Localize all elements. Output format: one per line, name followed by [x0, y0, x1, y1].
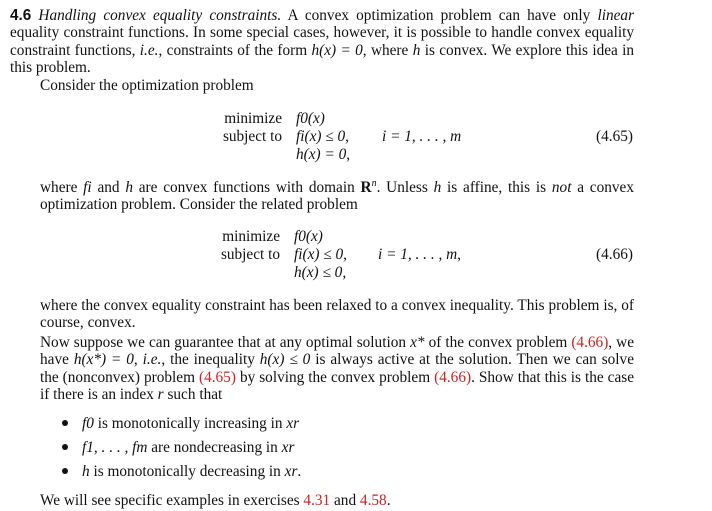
paragraph-claim: Now suppose we can guarantee that at any optimal solution x* of the convex problem (4.66), we have h(x*) = 0, i.e., the inequality h(x) ≤ 0 is always active at the solution. Then we can solve the (nonconvex) problem (4.65) by solving the convex problem (4.66). Show that this is the case if there is an index r such that [40, 334, 634, 404]
closing-line: We will see specific examples in exercises 4.31 and 4.58. [40, 492, 391, 509]
equation-number: (4.65) [596, 128, 633, 145]
problem-intro: 4.6 Handling convex equality constraints. A convex optimization problem can have only linear equality constraint functions. In some special cases, however, it is possible to handle convex equality constraint functions, i.e., constraints of the form h(x) = 0, where h is convex. We explore this idea in this problem. [10, 7, 635, 77]
list-item: f1, . . . , fm are nondecreasing in xr [40, 439, 640, 463]
ref-4-65[interactable]: (4.65) [198, 368, 236, 386]
ref-exercise-4-31[interactable]: 4.31 [303, 492, 331, 509]
equation-number: (4.66) [596, 246, 633, 263]
condition-list [40, 415, 640, 487]
bullet-icon [62, 468, 68, 474]
objective: f0(x) [294, 228, 323, 245]
relaxed-constraint: h(x) ≤ 0, [294, 264, 347, 281]
list-item: h is monotonically decreasing in xr. [40, 463, 640, 487]
bullet-icon [62, 444, 68, 450]
equality-constraint: h(x) = 0, [296, 146, 351, 163]
label-minimize: minimize [224, 110, 282, 127]
constraint-form: h(x) = 0 [311, 41, 363, 59]
paragraph-relaxed: where the convex equality constraint has been relaxed to a convex inequality. This problem is, of course, convex. [40, 297, 634, 332]
constraint-index: i = 1, . . . , m, [378, 246, 461, 263]
ref-4-66[interactable]: (4.66) [571, 334, 609, 351]
label-minimize: minimize [222, 228, 280, 245]
list-item: f0 is monotonically increasing in xr [40, 415, 640, 439]
problem-number: 4.6 [10, 7, 32, 24]
equation-4-65 [0, 110, 712, 164]
consider-line: Consider the optimization problem [40, 77, 254, 94]
bullet-icon [62, 420, 68, 426]
paragraph-domain: where fi and h are convex functions with domain $R^n$. Unless h is affine, this is not a convex optimization problem. Consider the related problem [40, 177, 634, 214]
equation-4-66 [0, 228, 712, 282]
label-subject-to: subject to [220, 246, 280, 263]
inequality-constraint: fi(x) ≤ 0, [294, 246, 347, 263]
label-subject-to: subject to [222, 128, 282, 145]
objective: f0(x) [296, 110, 325, 127]
constraint-index: i = 1, . . . , m [382, 128, 462, 145]
problem-title: Handling convex equality constraints. [38, 7, 282, 24]
ref-4-66[interactable]: (4.66) [434, 368, 472, 386]
ref-exercise-4-58[interactable]: 4.58 [359, 492, 387, 509]
inequality-constraint: fi(x) ≤ 0, [296, 128, 349, 145]
